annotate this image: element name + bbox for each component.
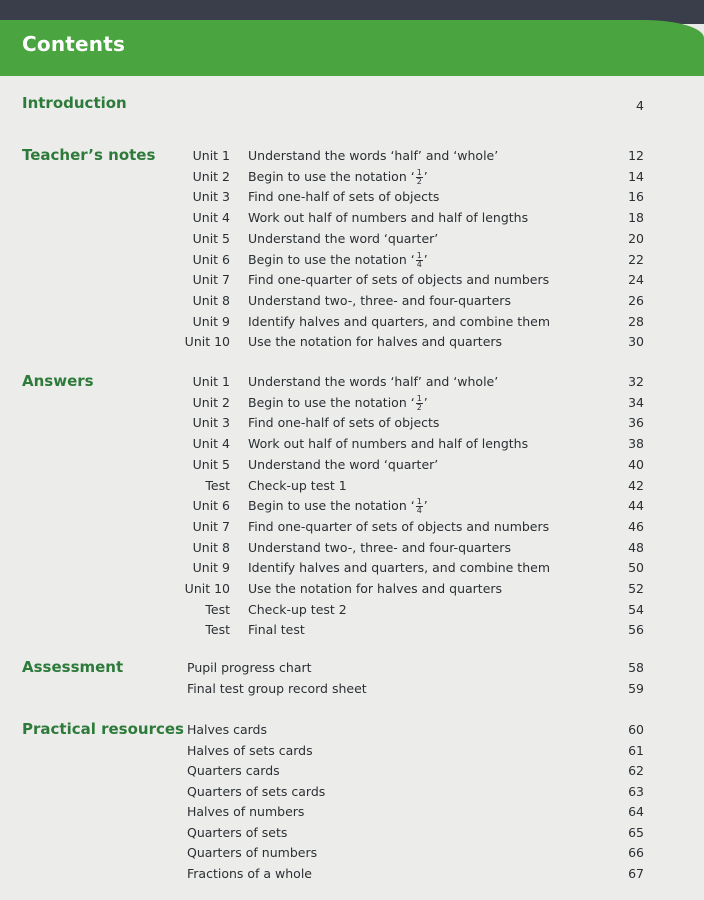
- entry-text: Quarters cards: [187, 763, 280, 778]
- entry-title: [248, 291, 511, 311]
- page-number: 66: [628, 845, 644, 860]
- contents-page: [0, 76, 704, 900]
- fraction-numerator: 1: [416, 250, 422, 260]
- entry-title: [248, 167, 428, 187]
- toc-row: [0, 658, 704, 678]
- entry-title: [248, 413, 439, 433]
- entry-text: Understand the words ‘half’ and ‘whole’: [248, 374, 499, 389]
- entry-text-end: ’: [423, 251, 428, 267]
- unit-label: Unit 9: [192, 313, 230, 329]
- fraction: [416, 252, 423, 269]
- entry-title: [248, 312, 550, 332]
- page-number: 20: [628, 230, 644, 246]
- page-number: 58: [628, 660, 644, 675]
- page-number: 50: [628, 560, 644, 576]
- toc-row: [0, 761, 704, 781]
- toc-row: [0, 823, 704, 843]
- entry-title: [187, 782, 325, 802]
- unit-label: Unit 7: [192, 272, 230, 288]
- entry-title: [248, 187, 439, 207]
- toc-row: [0, 332, 704, 352]
- toc-row: [0, 312, 704, 332]
- entry-text: Begin to use the notation ‘: [248, 251, 415, 267]
- fraction-denominator: 2: [416, 402, 422, 412]
- unit-label: Unit 3: [192, 189, 230, 205]
- page-number: 44: [628, 498, 644, 514]
- entry-text: Understand two-, three- and four-quarters: [248, 292, 511, 308]
- toc-row: [0, 476, 704, 496]
- entry-text-end: ’: [423, 498, 428, 514]
- entry-text: Begin to use the notation ‘: [248, 394, 415, 410]
- page-number: 14: [628, 168, 644, 184]
- toc-row: [0, 558, 704, 578]
- unit-label: Unit 4: [192, 210, 230, 226]
- section-heading-practical-resources: Practical resources: [22, 720, 184, 738]
- entry-text-end: ’: [423, 168, 428, 184]
- entry-title: [248, 455, 438, 475]
- unit-label: Unit 1: [192, 374, 230, 389]
- entry-text: Halves cards: [187, 722, 268, 737]
- entry-title: [248, 620, 305, 640]
- entry-title: [248, 332, 502, 352]
- entry-title: [248, 393, 428, 413]
- unit-label: Unit 4: [192, 436, 230, 452]
- entry-title: [187, 658, 312, 678]
- toc-row: [0, 741, 704, 761]
- entry-text: Find one-half of sets of objects: [248, 189, 440, 205]
- entry-text: Find one-quarter of sets of objects and numbers: [248, 272, 550, 288]
- toc-row: [0, 413, 704, 433]
- fraction-denominator: 4: [416, 259, 422, 269]
- introduction-row: [0, 96, 704, 116]
- entry-text: Work out half of numbers and half of lengths: [248, 210, 529, 226]
- section-heading-assessment: Assessment: [22, 658, 124, 676]
- entry-text: Check-up test 1: [248, 477, 347, 493]
- toc-row: [0, 600, 704, 620]
- entry-title: [248, 208, 528, 228]
- page-number: 12: [628, 148, 644, 163]
- entry-title: [187, 679, 367, 699]
- toc-row: [0, 167, 704, 187]
- fraction: [416, 498, 423, 515]
- page-title: Contents: [22, 32, 126, 56]
- fraction-denominator: 4: [416, 506, 422, 516]
- entry-title: [248, 579, 502, 599]
- unit-label: Unit 2: [192, 168, 230, 184]
- entry-text: Work out half of numbers and half of lengths: [248, 436, 529, 452]
- entry-title: [248, 270, 549, 290]
- toc-row: [0, 782, 704, 802]
- unit-label: Unit 5: [192, 230, 230, 246]
- entry-title: [187, 761, 280, 781]
- entry-title: [187, 802, 304, 822]
- page-number: 38: [628, 436, 644, 452]
- entry-text: Quarters of sets cards: [187, 783, 326, 799]
- page-number: 67: [628, 865, 644, 881]
- page-number: 24: [628, 272, 644, 288]
- entry-text: Understand the words ‘half’ and ‘whole’: [248, 148, 499, 163]
- entry-title: [187, 843, 317, 863]
- toc-row: [0, 229, 704, 249]
- page-number: 28: [628, 313, 644, 329]
- entry-title: [187, 823, 287, 843]
- page-number: 64: [628, 804, 644, 819]
- entry-text: Begin to use the notation ‘: [248, 498, 415, 514]
- page-number: 40: [628, 456, 644, 472]
- page-number: 34: [628, 394, 644, 410]
- page-number: 61: [628, 742, 644, 758]
- unit-label: Unit 10: [184, 334, 230, 350]
- section-heading-teachers-notes: Teacher’s notes: [22, 146, 156, 164]
- entry-text: Find one-quarter of sets of objects and numbers: [248, 518, 550, 534]
- unit-label: Unit 5: [192, 456, 230, 472]
- toc-row: [0, 579, 704, 599]
- entry-text: Final test group record sheet: [187, 680, 367, 696]
- page-number: 32: [628, 374, 644, 389]
- entry-text-end: ’: [423, 394, 428, 410]
- toc-row: [0, 291, 704, 311]
- section-heading-answers: Answers: [22, 372, 94, 390]
- entry-text: Identify halves and quarters, and combine them: [248, 560, 550, 576]
- section-heading-introduction: Introduction: [22, 94, 127, 112]
- toc-row: [0, 146, 704, 166]
- entry-title: [248, 250, 428, 270]
- entry-title: [248, 476, 347, 496]
- toc-row: [0, 393, 704, 413]
- toc-row: [0, 496, 704, 516]
- page-number: 60: [628, 722, 644, 737]
- page-number: 30: [628, 334, 644, 350]
- toc-row: [0, 864, 704, 884]
- entry-title: [248, 146, 498, 166]
- entry-text: Understand the word ‘quarter’: [248, 230, 439, 246]
- unit-label: Unit 10: [184, 581, 230, 596]
- fraction-numerator: 1: [416, 497, 422, 507]
- page-number: 52: [628, 581, 644, 596]
- page-number: 26: [628, 292, 644, 308]
- toc-row: [0, 208, 704, 228]
- page-number: 42: [628, 477, 644, 493]
- page-number: 56: [628, 622, 644, 638]
- entry-text: Begin to use the notation ‘: [248, 168, 415, 184]
- page-number: 65: [628, 824, 644, 840]
- contents-banner: [0, 20, 704, 76]
- entry-text: Understand two-, three- and four-quarters: [248, 539, 511, 555]
- unit-label: Unit 8: [192, 292, 230, 308]
- unit-label: Unit 9: [192, 560, 230, 576]
- page-number: 54: [628, 601, 644, 617]
- fraction: [416, 395, 423, 412]
- toc-row: [0, 250, 704, 270]
- entry-text: Fractions of a whole: [187, 865, 312, 881]
- page-number: 63: [628, 783, 644, 799]
- entry-title: [187, 864, 312, 884]
- toc-row: [0, 187, 704, 207]
- page-number: 22: [628, 251, 644, 267]
- entry-text: Pupil progress chart: [187, 660, 312, 675]
- page-number: 62: [628, 763, 644, 778]
- entry-text: Find one-half of sets of objects: [248, 415, 440, 431]
- entry-text: Check-up test 2: [248, 601, 347, 617]
- entry-text: Use the notation for halves and quarters: [248, 581, 503, 596]
- entry-title: [248, 600, 347, 620]
- entry-title: [248, 372, 498, 392]
- toc-row: [0, 843, 704, 863]
- page-number: 18: [628, 210, 644, 226]
- toc-row: [0, 679, 704, 699]
- entry-text: Halves of sets cards: [187, 742, 313, 758]
- fraction: [416, 169, 423, 186]
- fraction-numerator: 1: [416, 393, 422, 403]
- unit-label: Unit 2: [192, 394, 230, 410]
- toc-row: [0, 372, 704, 392]
- page-number: 46: [628, 518, 644, 534]
- entry-text: Halves of numbers: [187, 804, 305, 819]
- entry-title: [248, 558, 550, 578]
- entry-title: [248, 496, 428, 516]
- unit-label: Test: [205, 622, 230, 638]
- entry-title: [187, 741, 313, 761]
- page-number: 59: [628, 680, 644, 696]
- unit-label: Unit 8: [192, 539, 230, 555]
- entry-text: Understand the word ‘quarter’: [248, 456, 439, 472]
- entry-text: Final test: [248, 622, 305, 638]
- fraction-denominator: 2: [416, 176, 422, 186]
- toc-row: [0, 720, 704, 740]
- entry-title: [248, 434, 528, 454]
- entry-title: [248, 538, 511, 558]
- entry-title: [248, 229, 438, 249]
- entry-text: Use the notation for halves and quarters: [248, 334, 503, 350]
- toc-row: [0, 517, 704, 537]
- toc-row: [0, 270, 704, 290]
- page-number: 48: [628, 539, 644, 555]
- fraction-numerator: 1: [416, 167, 422, 177]
- page-number: 4: [636, 98, 644, 113]
- unit-label: Test: [205, 477, 230, 493]
- toc-row: [0, 620, 704, 640]
- toc-row: [0, 434, 704, 454]
- unit-label: Unit 6: [192, 251, 230, 267]
- toc-row: [0, 455, 704, 475]
- page-number: 16: [628, 189, 644, 205]
- entry-text: Identify halves and quarters, and combine them: [248, 313, 550, 329]
- page-number: 36: [628, 415, 644, 431]
- unit-label: Unit 6: [192, 498, 230, 514]
- entry-title: [248, 517, 549, 537]
- toc-row: [0, 538, 704, 558]
- entry-title: [187, 720, 267, 740]
- entry-text: Quarters of numbers: [187, 845, 318, 860]
- toc-row: [0, 802, 704, 822]
- unit-label: Unit 1: [192, 148, 230, 163]
- entry-text: Quarters of sets: [187, 824, 288, 840]
- unit-label: Unit 7: [192, 518, 230, 534]
- unit-label: Test: [205, 601, 230, 617]
- unit-label: Unit 3: [192, 415, 230, 431]
